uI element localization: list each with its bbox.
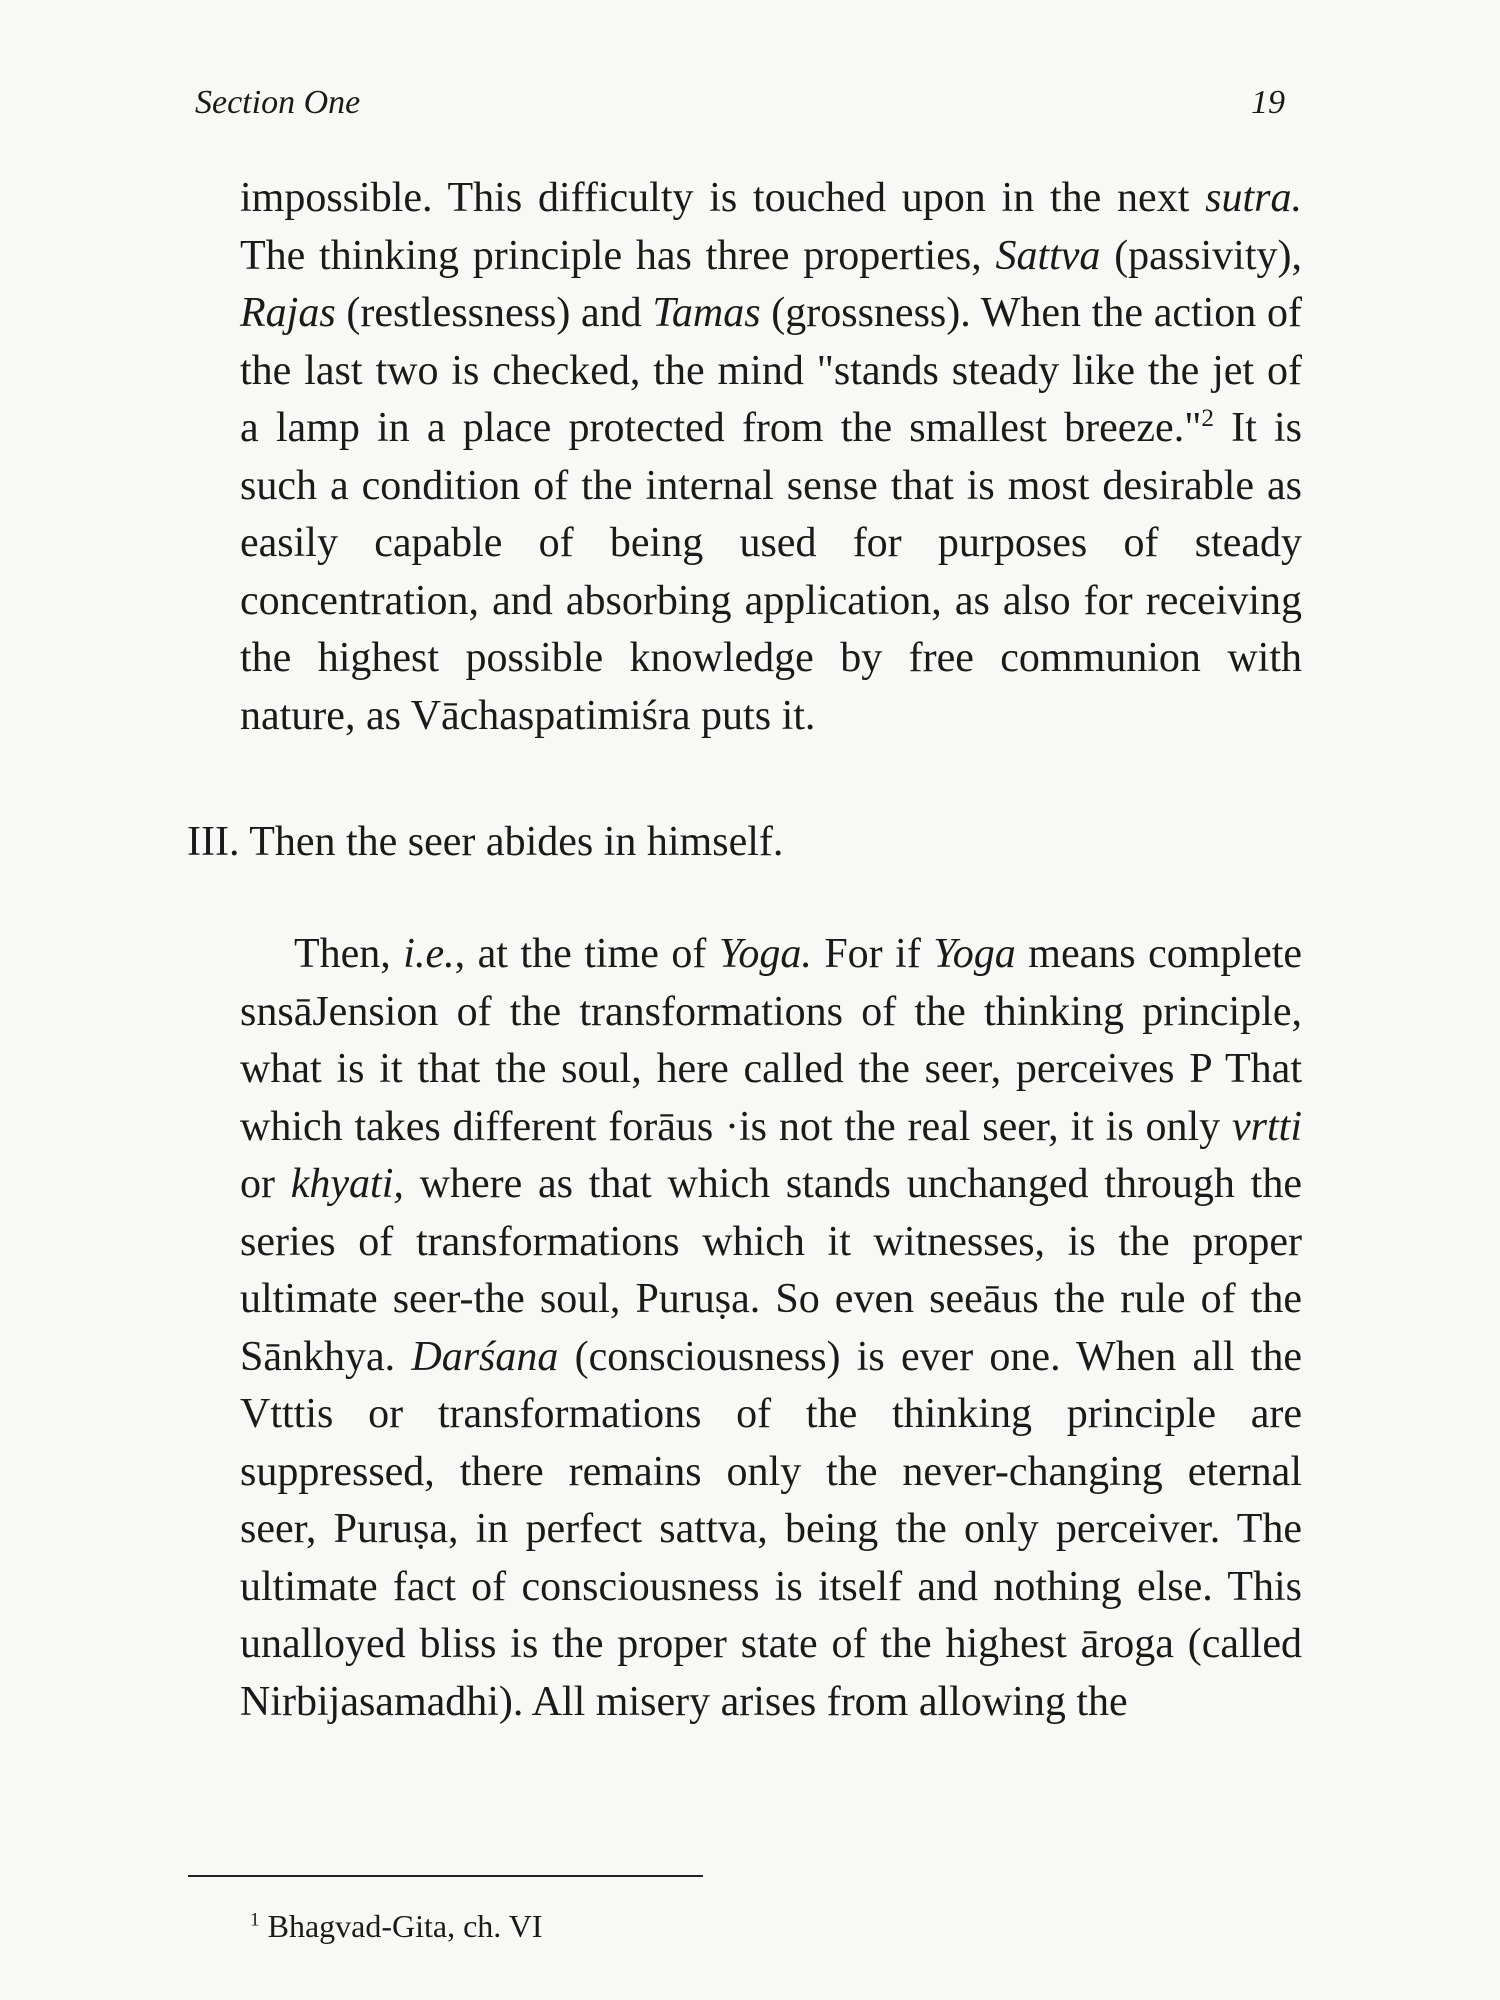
- text-run: means complete snsāJension of the transformations of the thinking principle, what is it that the soul, here called the seer, perceives P That which takes different forāus ·is not the real seer, it is only: [240, 931, 1303, 1150]
- text-run: (grossness). When the action of the last two is checked, the mind "stands steady like the jet of a lamp in a place protected from the smallest breeze.": [240, 290, 1302, 451]
- italic-term: vrtti: [1232, 1103, 1302, 1150]
- text-run: impossible. This difficulty is touched upon in the next: [240, 175, 1206, 221]
- text-run: (restlessness) and: [335, 290, 653, 336]
- italic-term: Yoga.: [718, 931, 812, 977]
- running-head: [195, 84, 1285, 134]
- italic-term: Rajas: [240, 290, 336, 336]
- sutra-heading: III. Then the seer abides in himself.: [187, 819, 784, 865]
- italic-term: Yoga: [933, 931, 1016, 977]
- paragraph-continued: [240, 170, 1302, 745]
- italic-term: Darśana: [411, 1333, 559, 1380]
- text-run: or: [240, 1161, 291, 1207]
- text-run: where as that which stands unchanged through the series of transformations which it witnesses, is the proper ultimate seer-the soul, Puruṣa. So even seeāus the rule of the Sānkhya.: [240, 1161, 1302, 1380]
- page-number: 19: [1251, 84, 1285, 121]
- italic-term: sutra.: [1205, 175, 1302, 221]
- text-run: Then,: [294, 931, 404, 977]
- paragraph-commentary: [240, 884, 1302, 1773]
- footnote-text: Bhagvad-Gita, ch. VI: [267, 1908, 543, 1944]
- italic-term: khyati,: [290, 1161, 404, 1207]
- text-run: For if: [811, 931, 934, 977]
- footnote-divider: [188, 1875, 703, 1877]
- italic-term: Sattva: [995, 232, 1101, 279]
- section-title: Section One: [195, 84, 361, 121]
- italic-term: Tamas: [652, 290, 761, 336]
- text-run: It is such a condition of the internal sense that is most desirable as easily capable of being used for purposes of steady concentration, and absorbing application, as also for receiving the highest possible knowledge by free communion with nature, as Vāchaspatimiśra puts it.: [240, 405, 1302, 739]
- italic-term: i.e.: [403, 931, 455, 977]
- text-run: , at the time of: [454, 931, 719, 977]
- text-run: The thinking principle has three properties,: [240, 232, 996, 279]
- text-run: (passivity),: [1100, 232, 1302, 279]
- footnote-ref: 2: [1201, 405, 1214, 432]
- text-run: (consciousness) is ever one. When all the Vtttis or transformations of the thinking principle are suppressed, there remains only the never-changing eternal seer, Puruṣa, in perfect sattva, being the only perceiver. The ultimate fact of consciousness is itself and nothing else. This unalloyed bliss is the proper state of the highest āroga (called Nirbijasamadhi). All misery arises from allowing the: [240, 1333, 1302, 1725]
- footnote: [250, 1908, 542, 1945]
- footnote-marker: 1: [250, 1909, 260, 1931]
